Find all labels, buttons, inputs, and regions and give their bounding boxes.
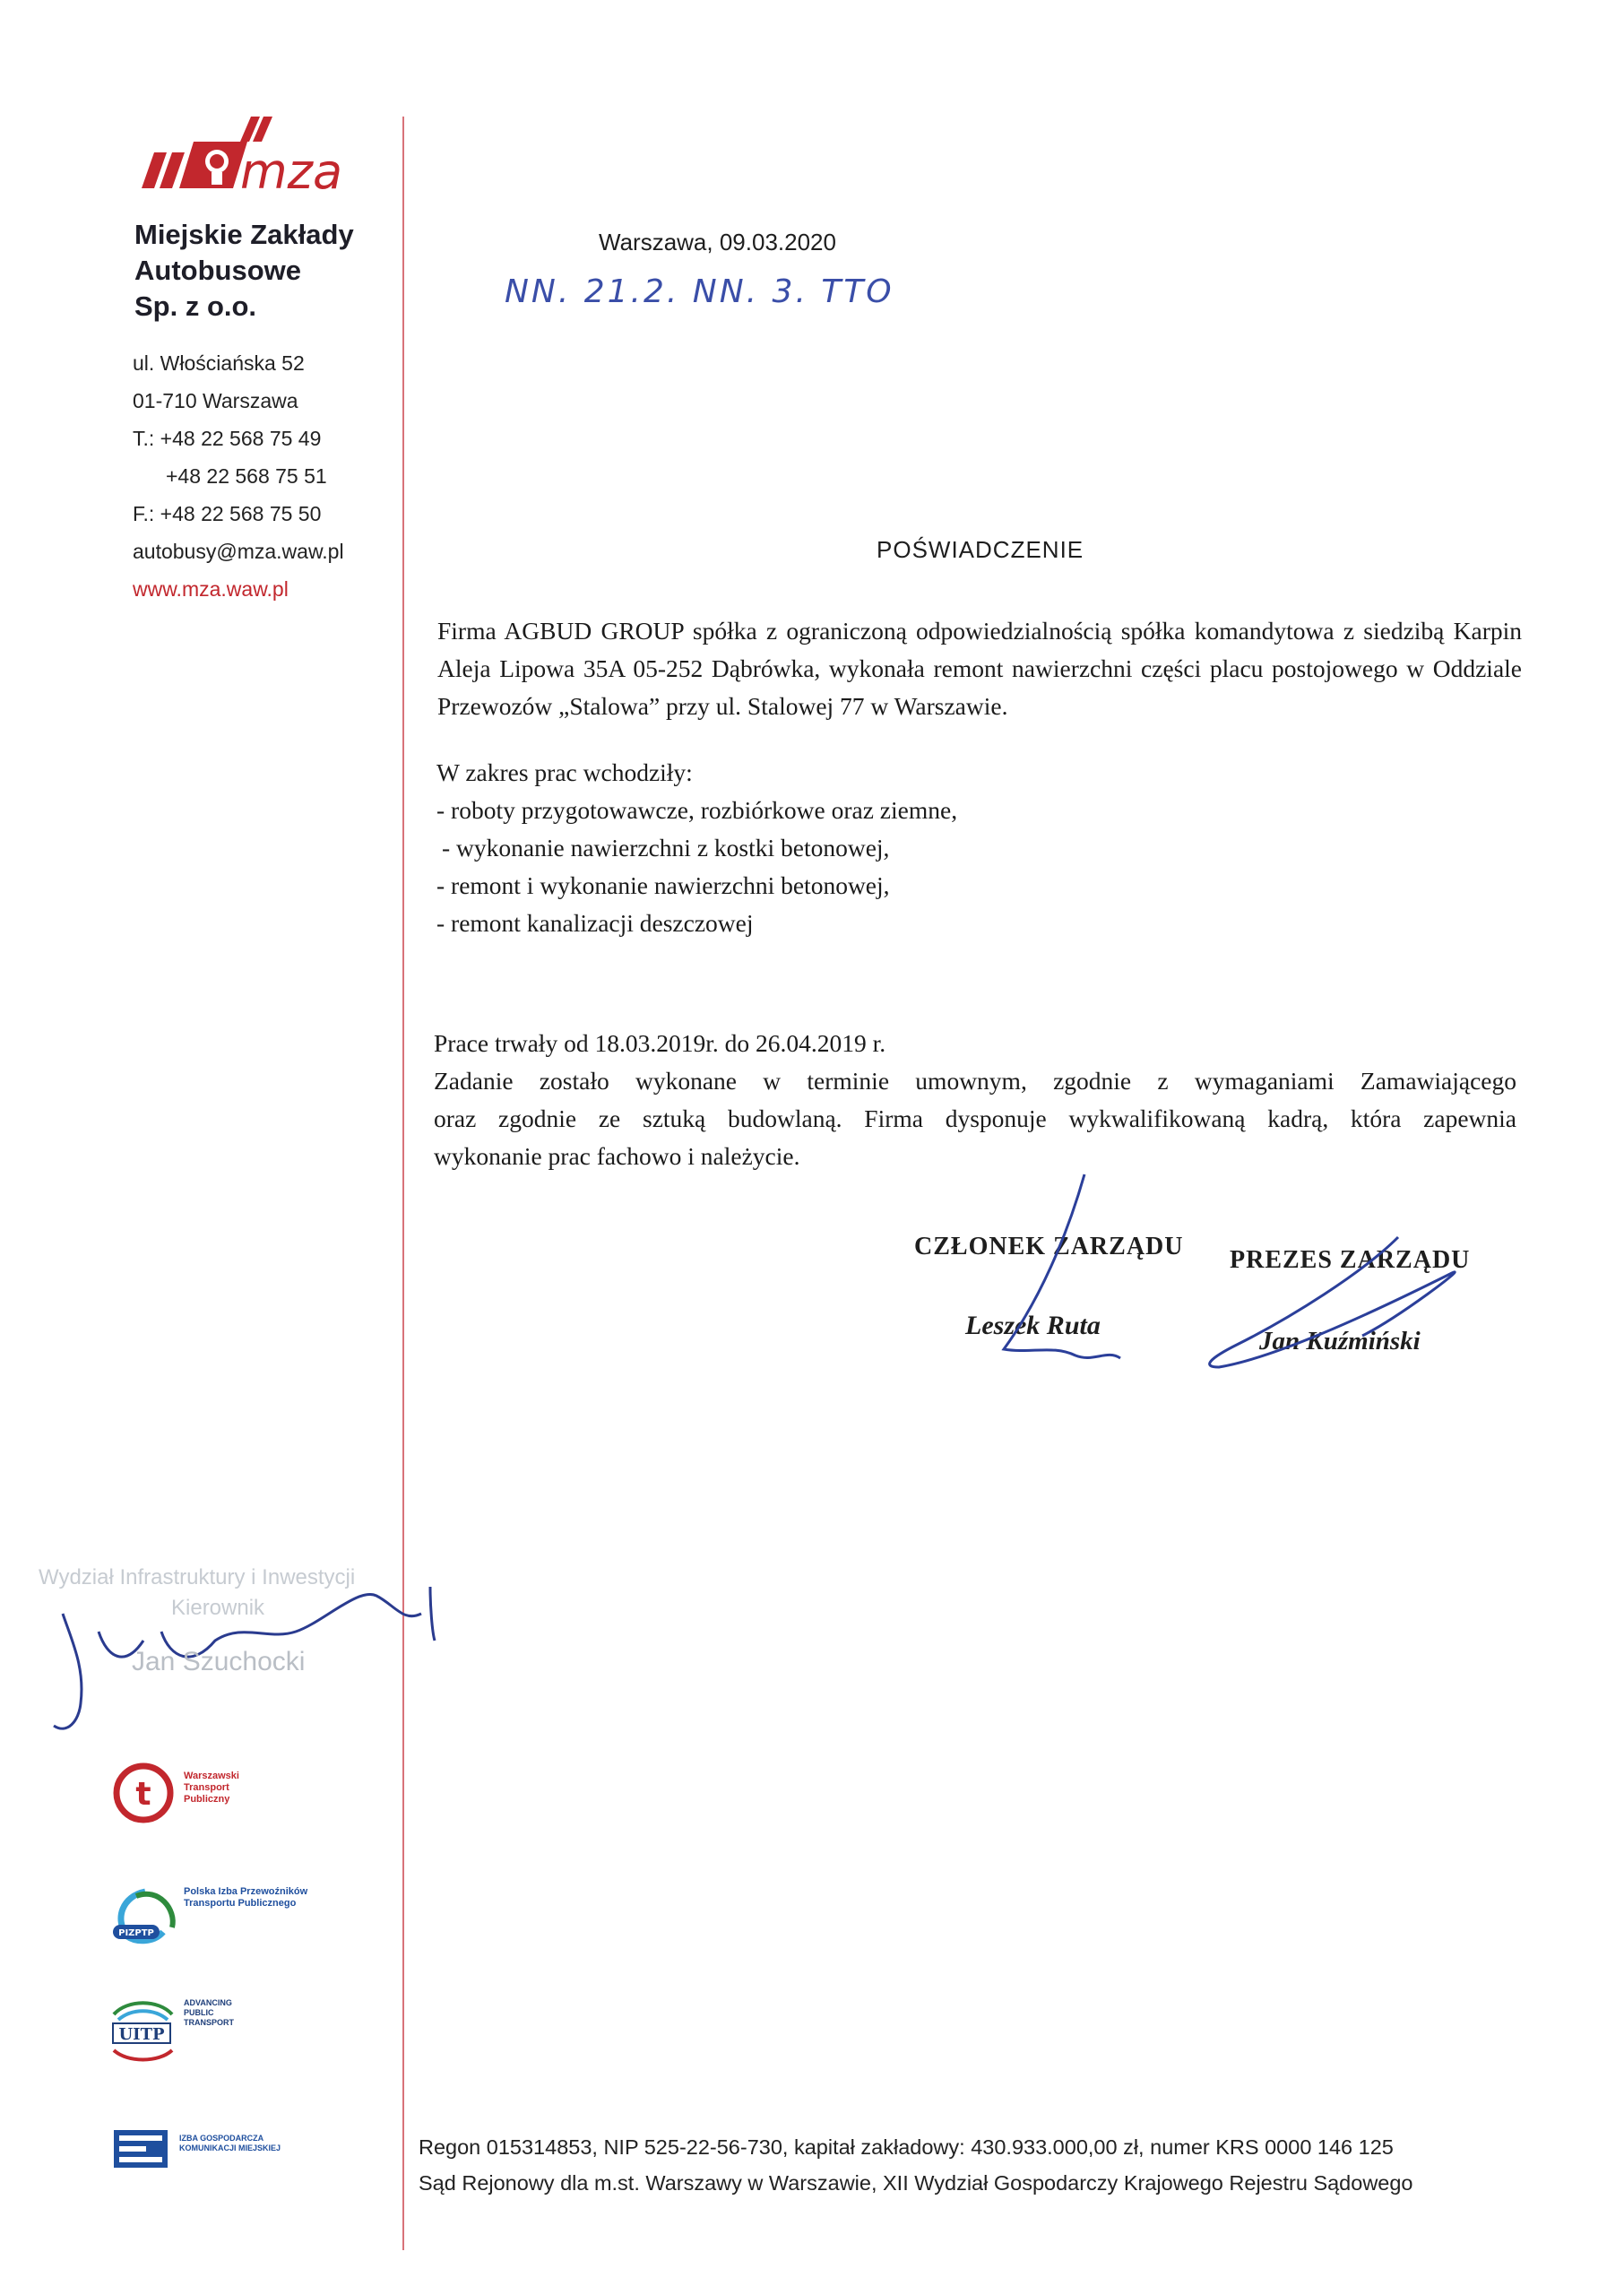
svg-text:UITP: UITP bbox=[118, 2025, 165, 2044]
handwritten-reference: NN. 21.2. NN. 3. TTO bbox=[505, 273, 894, 310]
completion-line: oraz zgodnie ze sztuką budowlaną. Firma dysponuje wykwalifikowaną kadrą, która zapewnia bbox=[434, 1104, 1516, 1132]
company-name-line: Autobusowe bbox=[134, 255, 301, 286]
signatory-title-president: PREZES ZARZĄDU bbox=[1230, 1246, 1471, 1274]
email-link[interactable]: autobusy@mza.waw.pl bbox=[133, 540, 344, 563]
scope-item: - remont kanalizacji deszczowej bbox=[436, 909, 754, 937]
aff-line: TRANSPORT bbox=[184, 2018, 234, 2027]
aff-line: Polska Izba Przewoźników bbox=[184, 1886, 308, 1897]
completion-line: wykonanie prac fachowo i należycie. bbox=[434, 1142, 800, 1170]
svg-text:mza: mza bbox=[240, 143, 343, 197]
address-city: 01-710 Warszawa bbox=[133, 389, 298, 412]
aff-line: KOMUNIKACJI MIEJSKIEJ bbox=[179, 2143, 281, 2152]
signature-board-member bbox=[1004, 1174, 1120, 1358]
department-stamp bbox=[39, 1563, 415, 1677]
svg-text:PIZPTP: PIZPTP bbox=[118, 1928, 154, 1938]
footer-registration bbox=[419, 2129, 1602, 2201]
completion-line: Zadanie zostało wykonane w terminie umownym, zgodnie z wymaganiami Zamawiającego bbox=[434, 1067, 1516, 1095]
izba-label bbox=[179, 2134, 412, 2153]
pizptp-label bbox=[184, 1886, 417, 1910]
aff-line: IZBA GOSPODARCZA bbox=[179, 2134, 264, 2143]
footer-line-court: Sąd Rejonowy dla m.st. Warszawy w Warszawie, XII Wydział Gospodarczy Krajowego Rejestru Sądowego bbox=[419, 2171, 1413, 2195]
signatory-name-president: Jan Kuźmiński bbox=[1259, 1327, 1421, 1355]
aff-line: ADVANCING bbox=[184, 1998, 232, 2007]
scope-intro: W zakres prac wchodziły: bbox=[436, 758, 693, 786]
signatory-title-board-member: CZŁONEK ZARZĄDU bbox=[914, 1233, 1184, 1260]
scope-item: - wykonanie nawierzchni z kostki betonowej, bbox=[442, 834, 890, 862]
aff-line: Warszawski bbox=[184, 1771, 239, 1781]
company-name-line: Miejskie Zakłady bbox=[134, 219, 354, 250]
address-street: ul. Włościańska 52 bbox=[133, 351, 305, 375]
document-title: POŚWIADCZENIE bbox=[877, 536, 1084, 563]
uitp-label bbox=[184, 1998, 417, 2028]
completion-line: Prace trwały od 18.03.2019r. do 26.04.2019 r. bbox=[434, 1029, 886, 1057]
aff-line: Transport bbox=[184, 1782, 229, 1793]
phone-2: +48 22 568 75 51 bbox=[166, 464, 327, 488]
signature-president bbox=[1210, 1237, 1456, 1367]
paragraph-certification: Firma AGBUD GROUP spółka z ograniczoną odpowiedzialnością spółka komandytowa z siedzibą Karpin Aleja Lipowa 35A 05-252 Dąbrówka, wykonała remont nawierzchni części placu postojowego w Oddziale Przewozów „Stalowa” przy ul. Stalowej 77 w Warszawie. bbox=[437, 617, 1522, 720]
wtp-logo-icon bbox=[112, 1762, 175, 1824]
company-name-line: Sp. z o.o. bbox=[134, 290, 257, 322]
signatory-name-board-member: Leszek Ruta bbox=[965, 1311, 1101, 1340]
website-link[interactable]: www.mza.waw.pl bbox=[133, 577, 289, 601]
stamp-line: Kierownik bbox=[171, 1596, 265, 1620]
fax: F.: +48 22 568 75 50 bbox=[133, 502, 322, 525]
izba-logo-icon bbox=[112, 2126, 170, 2171]
pizptp-logo-icon bbox=[109, 1887, 181, 1945]
aff-line: Publiczny bbox=[184, 1794, 230, 1805]
scope-item: - remont i wykonanie nawierzchni betonowej, bbox=[436, 871, 890, 899]
stamp-line: Wydział Infrastruktury i Inwestycji bbox=[39, 1565, 356, 1589]
phone-1: T.: +48 22 568 75 49 bbox=[133, 427, 322, 450]
scope-item: - roboty przygotowawcze, rozbiórkowe oraz ziemne, bbox=[436, 796, 958, 824]
wtp-label bbox=[184, 1771, 417, 1806]
stamp-line: Jan Szuchocki bbox=[132, 1647, 306, 1676]
aff-line: Transportu Publicznego bbox=[184, 1898, 297, 1909]
svg-text:t: t bbox=[135, 1776, 151, 1813]
aff-line: PUBLIC bbox=[184, 2008, 214, 2017]
uitp-logo-icon bbox=[109, 1995, 177, 2066]
footer-line-registry: Regon 015314853, NIP 525-22-56-730, kapitał zakładowy: 430.933.000,00 zł, numer KRS 0000 146 125 bbox=[419, 2135, 1394, 2159]
letter-date: Warszawa, 09.03.2020 bbox=[599, 229, 836, 255]
